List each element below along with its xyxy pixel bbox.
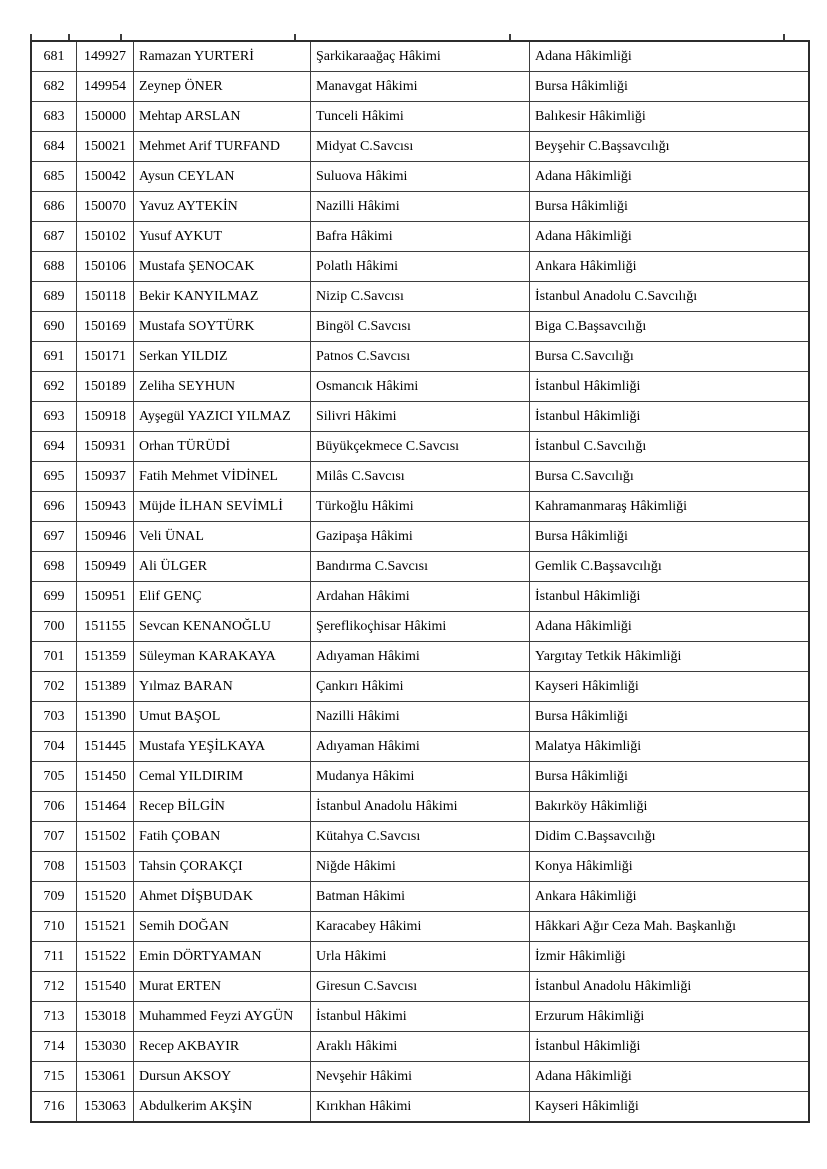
name-cell: Zeliha SEYHUN (134, 372, 311, 402)
registry-number-cell: 150102 (77, 222, 134, 252)
new-post-cell: Bursa Hâkimliği (530, 702, 810, 732)
row-number-cell: 711 (31, 942, 77, 972)
row-number-cell: 694 (31, 432, 77, 462)
row-number-cell: 687 (31, 222, 77, 252)
registry-number-cell: 151521 (77, 912, 134, 942)
row-number-cell: 710 (31, 912, 77, 942)
name-cell: Mustafa SOYTÜRK (134, 312, 311, 342)
new-post-cell: Adana Hâkimliği (530, 1062, 810, 1092)
table-row (31, 282, 809, 312)
current-post-cell: Giresun C.Savcısı (311, 972, 530, 1002)
table-row (31, 492, 809, 522)
row-number-cell: 696 (31, 492, 77, 522)
current-post-cell: Nazilli Hâkimi (311, 702, 530, 732)
registry-number-cell: 151359 (77, 642, 134, 672)
new-post-cell: İstanbul Hâkimliği (530, 582, 810, 612)
new-post-cell: Konya Hâkimliği (530, 852, 810, 882)
registry-number-cell: 153018 (77, 1002, 134, 1032)
table-row (31, 762, 809, 792)
table-row (31, 792, 809, 822)
registry-number-cell: 151450 (77, 762, 134, 792)
new-post-cell: Bursa Hâkimliği (530, 522, 810, 552)
current-post-cell: İstanbul Hâkimi (311, 1002, 530, 1032)
new-post-cell: Biga C.Başsavcılığı (530, 312, 810, 342)
table-row (31, 372, 809, 402)
row-number-cell: 684 (31, 132, 77, 162)
row-number-cell: 686 (31, 192, 77, 222)
row-number-cell: 693 (31, 402, 77, 432)
row-number-cell: 714 (31, 1032, 77, 1062)
new-post-cell: Gemlik C.Başsavcılığı (530, 552, 810, 582)
row-number-cell: 690 (31, 312, 77, 342)
current-post-cell: Kütahya C.Savcısı (311, 822, 530, 852)
table-row (31, 1002, 809, 1032)
row-number-cell: 692 (31, 372, 77, 402)
registry-number-cell: 151464 (77, 792, 134, 822)
current-post-cell: Bandırma C.Savcısı (311, 552, 530, 582)
row-number-cell: 703 (31, 702, 77, 732)
new-post-cell: Ankara Hâkimliği (530, 252, 810, 282)
table-row (31, 882, 809, 912)
new-post-cell: İstanbul Anadolu C.Savcılığı (530, 282, 810, 312)
table-row (31, 312, 809, 342)
registry-number-cell: 151502 (77, 822, 134, 852)
table-row (31, 132, 809, 162)
table-row (31, 222, 809, 252)
current-post-cell: Midyat C.Savcısı (311, 132, 530, 162)
table-row (31, 72, 809, 102)
name-cell: Fatih ÇOBAN (134, 822, 311, 852)
new-post-cell: Malatya Hâkimliği (530, 732, 810, 762)
name-cell: Umut BAŞOL (134, 702, 311, 732)
new-post-cell: Kayseri Hâkimliği (530, 672, 810, 702)
new-post-cell: Balıkesir Hâkimliği (530, 102, 810, 132)
row-number-cell: 713 (31, 1002, 77, 1032)
registry-number-cell: 150021 (77, 132, 134, 162)
current-post-cell: Adıyaman Hâkimi (311, 642, 530, 672)
new-post-cell: Kahramanmaraş Hâkimliği (530, 492, 810, 522)
new-post-cell: İstanbul Hâkimliği (530, 372, 810, 402)
name-cell: Ahmet DİŞBUDAK (134, 882, 311, 912)
current-post-cell: Milâs C.Savcısı (311, 462, 530, 492)
row-number-cell: 706 (31, 792, 77, 822)
current-post-cell: Bafra Hâkimi (311, 222, 530, 252)
name-cell: Sevcan KENANOĞLU (134, 612, 311, 642)
new-post-cell: Erzurum Hâkimliği (530, 1002, 810, 1032)
row-number-cell: 691 (31, 342, 77, 372)
name-cell: Müjde İLHAN SEVİMLİ (134, 492, 311, 522)
name-cell: Murat ERTEN (134, 972, 311, 1002)
table-row (31, 522, 809, 552)
registry-number-cell: 151155 (77, 612, 134, 642)
registry-number-cell: 150951 (77, 582, 134, 612)
registry-number-cell: 150949 (77, 552, 134, 582)
current-post-cell: Kırıkhan Hâkimi (311, 1092, 530, 1123)
new-post-cell: İstanbul Hâkimliği (530, 1032, 810, 1062)
registry-number-cell: 151520 (77, 882, 134, 912)
table-row (31, 41, 809, 72)
name-cell: Tahsin ÇORAKÇI (134, 852, 311, 882)
table-row (31, 732, 809, 762)
row-number-cell: 682 (31, 72, 77, 102)
current-post-cell: Manavgat Hâkimi (311, 72, 530, 102)
name-cell: Süleyman KARAKAYA (134, 642, 311, 672)
new-post-cell: Didim C.Başsavcılığı (530, 822, 810, 852)
name-cell: Fatih Mehmet VİDİNEL (134, 462, 311, 492)
new-post-cell: Ankara Hâkimliği (530, 882, 810, 912)
name-cell: Bekir KANYILMAZ (134, 282, 311, 312)
table-row (31, 432, 809, 462)
new-post-cell: Bursa Hâkimliği (530, 72, 810, 102)
new-post-cell: Bursa Hâkimliği (530, 192, 810, 222)
table-row (31, 912, 809, 942)
name-cell: Mustafa ŞENOCAK (134, 252, 311, 282)
current-post-cell: Karacabey Hâkimi (311, 912, 530, 942)
row-number-cell: 715 (31, 1062, 77, 1092)
current-post-cell: Urla Hâkimi (311, 942, 530, 972)
registry-number-cell: 153030 (77, 1032, 134, 1062)
row-number-cell: 695 (31, 462, 77, 492)
table-row (31, 1062, 809, 1092)
name-cell: Aysun CEYLAN (134, 162, 311, 192)
row-number-cell: 705 (31, 762, 77, 792)
current-post-cell: Adıyaman Hâkimi (311, 732, 530, 762)
new-post-cell: İstanbul Anadolu Hâkimliği (530, 972, 810, 1002)
name-cell: Abdulkerim AKŞİN (134, 1092, 311, 1123)
new-post-cell: İzmir Hâkimliği (530, 942, 810, 972)
current-post-cell: Nevşehir Hâkimi (311, 1062, 530, 1092)
registry-number-cell: 153061 (77, 1062, 134, 1092)
table-row (31, 642, 809, 672)
table-row (31, 852, 809, 882)
name-cell: Orhan TÜRÜDİ (134, 432, 311, 462)
new-post-cell: Bursa C.Savcılığı (530, 342, 810, 372)
name-cell: Ali ÜLGER (134, 552, 311, 582)
name-cell: Elif GENÇ (134, 582, 311, 612)
new-post-cell: Adana Hâkimliği (530, 612, 810, 642)
new-post-cell: Beyşehir C.Başsavcılığı (530, 132, 810, 162)
name-cell: Emin DÖRTYAMAN (134, 942, 311, 972)
name-cell: Mehmet Arif TURFAND (134, 132, 311, 162)
registry-number-cell: 150918 (77, 402, 134, 432)
registry-number-cell: 149954 (77, 72, 134, 102)
name-cell: Mehtap ARSLAN (134, 102, 311, 132)
current-post-cell: Ardahan Hâkimi (311, 582, 530, 612)
registry-number-cell: 151390 (77, 702, 134, 732)
new-post-cell: İstanbul C.Savcılığı (530, 432, 810, 462)
row-number-cell: 683 (31, 102, 77, 132)
registry-number-cell: 151503 (77, 852, 134, 882)
name-cell: Ramazan YURTERİ (134, 41, 311, 72)
current-post-cell: Nazilli Hâkimi (311, 192, 530, 222)
table-row (31, 342, 809, 372)
registry-number-cell: 151445 (77, 732, 134, 762)
registry-number-cell: 150946 (77, 522, 134, 552)
table-row (31, 402, 809, 432)
current-post-cell: Silivri Hâkimi (311, 402, 530, 432)
current-post-cell: Araklı Hâkimi (311, 1032, 530, 1062)
registry-number-cell: 151522 (77, 942, 134, 972)
row-number-cell: 689 (31, 282, 77, 312)
row-number-cell: 704 (31, 732, 77, 762)
table-row (31, 192, 809, 222)
current-post-cell: Çankırı Hâkimi (311, 672, 530, 702)
row-number-cell: 699 (31, 582, 77, 612)
table-row (31, 972, 809, 1002)
row-number-cell: 700 (31, 612, 77, 642)
current-post-cell: Mudanya Hâkimi (311, 762, 530, 792)
registry-number-cell: 151389 (77, 672, 134, 702)
row-number-cell: 702 (31, 672, 77, 702)
new-post-cell: İstanbul Hâkimliği (530, 402, 810, 432)
row-number-cell: 688 (31, 252, 77, 282)
name-cell: Recep BİLGİN (134, 792, 311, 822)
table-row (31, 552, 809, 582)
registry-number-cell: 150000 (77, 102, 134, 132)
name-cell: Recep AKBAYIR (134, 1032, 311, 1062)
current-post-cell: Tunceli Hâkimi (311, 102, 530, 132)
table-row (31, 942, 809, 972)
row-number-cell: 681 (31, 41, 77, 72)
row-number-cell: 701 (31, 642, 77, 672)
name-cell: Yavuz AYTEKİN (134, 192, 311, 222)
current-post-cell: Nizip C.Savcısı (311, 282, 530, 312)
table-row (31, 1092, 809, 1123)
name-cell: Dursun AKSOY (134, 1062, 311, 1092)
current-post-cell: Bingöl C.Savcısı (311, 312, 530, 342)
registry-number-cell: 153063 (77, 1092, 134, 1123)
registry-number-cell: 150943 (77, 492, 134, 522)
table-row (31, 702, 809, 732)
registry-number-cell: 150171 (77, 342, 134, 372)
row-number-cell: 709 (31, 882, 77, 912)
registry-number-cell: 150169 (77, 312, 134, 342)
registry-number-cell: 150106 (77, 252, 134, 282)
registry-number-cell: 150937 (77, 462, 134, 492)
name-cell: Mustafa YEŞİLKAYA (134, 732, 311, 762)
table-row (31, 462, 809, 492)
new-post-cell: Bakırköy Hâkimliği (530, 792, 810, 822)
current-post-cell: Polatlı Hâkimi (311, 252, 530, 282)
name-cell: Yusuf AYKUT (134, 222, 311, 252)
name-cell: Ayşegül YAZICI YILMAZ (134, 402, 311, 432)
registry-number-cell: 150070 (77, 192, 134, 222)
table-row (31, 102, 809, 132)
new-post-cell: Kayseri Hâkimliği (530, 1092, 810, 1123)
new-post-cell: Bursa C.Savcılığı (530, 462, 810, 492)
new-post-cell: Adana Hâkimliği (530, 162, 810, 192)
new-post-cell: Bursa Hâkimliği (530, 762, 810, 792)
current-post-cell: Büyükçekmece C.Savcısı (311, 432, 530, 462)
table-row (31, 252, 809, 282)
name-cell: Serkan YILDIZ (134, 342, 311, 372)
row-number-cell: 685 (31, 162, 77, 192)
table-body (31, 41, 809, 1122)
new-post-cell: Adana Hâkimliği (530, 41, 810, 72)
current-post-cell: Şarkikaraağaç Hâkimi (311, 41, 530, 72)
current-post-cell: Osmancık Hâkimi (311, 372, 530, 402)
registry-number-cell: 150042 (77, 162, 134, 192)
current-post-cell: Patnos C.Savcısı (311, 342, 530, 372)
name-cell: Muhammed Feyzi AYGÜN (134, 1002, 311, 1032)
table-row (31, 1032, 809, 1062)
registry-number-cell: 149927 (77, 41, 134, 72)
table-row (31, 162, 809, 192)
current-post-cell: İstanbul Anadolu Hâkimi (311, 792, 530, 822)
current-post-cell: Niğde Hâkimi (311, 852, 530, 882)
current-post-cell: Suluova Hâkimi (311, 162, 530, 192)
table-row (31, 612, 809, 642)
name-cell: Cemal YILDIRIM (134, 762, 311, 792)
name-cell: Semih DOĞAN (134, 912, 311, 942)
row-number-cell: 707 (31, 822, 77, 852)
name-cell: Zeynep ÖNER (134, 72, 311, 102)
row-number-cell: 712 (31, 972, 77, 1002)
current-post-cell: Gazipaşa Hâkimi (311, 522, 530, 552)
judicial-assignment-table (30, 40, 810, 1123)
row-number-cell: 698 (31, 552, 77, 582)
new-post-cell: Yargıtay Tetkik Hâkimliği (530, 642, 810, 672)
row-number-cell: 697 (31, 522, 77, 552)
table-row (31, 582, 809, 612)
name-cell: Veli ÜNAL (134, 522, 311, 552)
registry-number-cell: 150118 (77, 282, 134, 312)
row-number-cell: 708 (31, 852, 77, 882)
row-number-cell: 716 (31, 1092, 77, 1123)
new-post-cell: Adana Hâkimliği (530, 222, 810, 252)
name-cell: Yılmaz BARAN (134, 672, 311, 702)
table-row (31, 672, 809, 702)
table-row (31, 822, 809, 852)
current-post-cell: Türkoğlu Hâkimi (311, 492, 530, 522)
registry-number-cell: 150931 (77, 432, 134, 462)
registry-number-cell: 150189 (77, 372, 134, 402)
new-post-cell: Hâkkari Ağır Ceza Mah. Başkanlığı (530, 912, 810, 942)
current-post-cell: Şereflikoçhisar Hâkimi (311, 612, 530, 642)
registry-number-cell: 151540 (77, 972, 134, 1002)
current-post-cell: Batman Hâkimi (311, 882, 530, 912)
